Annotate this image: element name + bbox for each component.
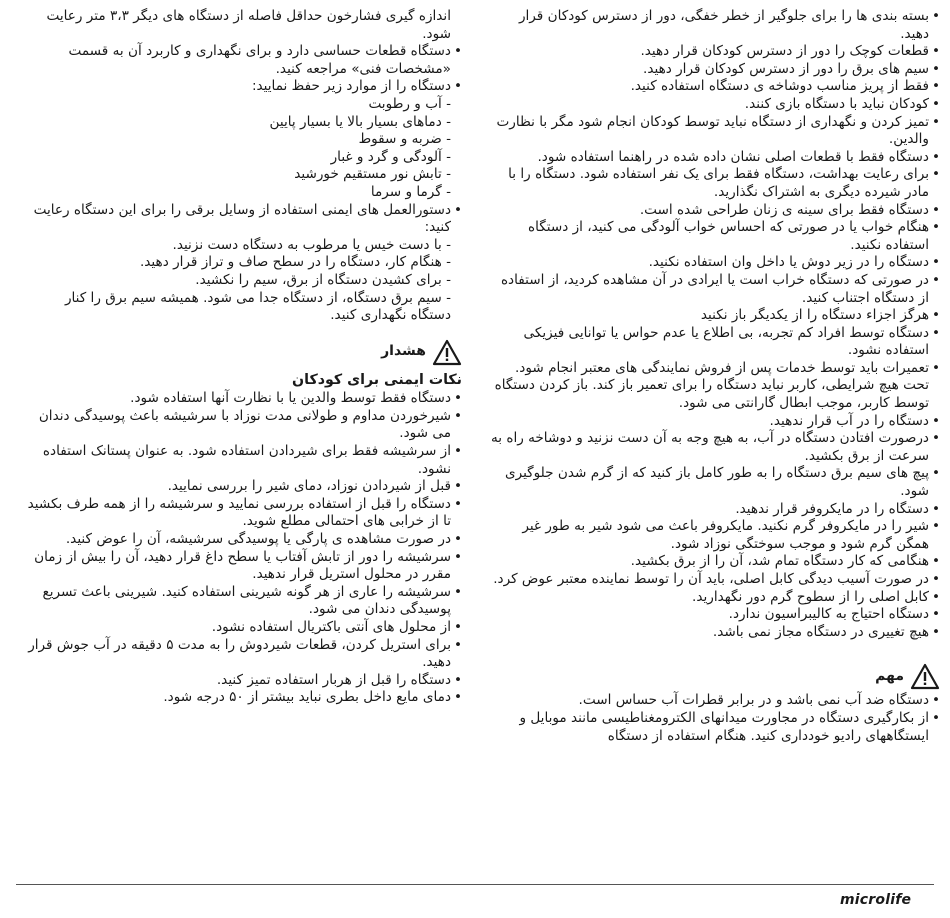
list-item: • فقط از پریز مناسب دوشاخه ی دستگاه استفاده کنید. [488, 78, 940, 96]
list-item: • کودکان نباید با دستگاه بازی کنند. [488, 96, 940, 114]
footer-divider [16, 884, 934, 885]
list-item: • دستگاه فقط برای سینه ی زنان طراحی شده است. [488, 202, 940, 220]
list-item: • تعمیرات باید توسط خدمات پس از فروش نمایندگی های معتبر انجام شود. تحت هیچ شرایطی، کاربر نباید دستگاه را برای تعمیر باز کند. باز کردن دستگاه توسط کاربر، موجب ابطال گارانتی می شود. [488, 360, 940, 413]
list-item: • دستورالعمل های ایمنی استفاده از وسایل برقی را برای این دستگاه رعایت کنید: [22, 202, 462, 237]
electrical-item: - برای کشیدن دستگاه از برق، سیم را نکشید. [195, 271, 451, 288]
warning-heading [22, 339, 462, 366]
safety-list [488, 8, 940, 641]
list-item: • دستگاه را در زیر دوش یا داخل وان استفاده نکنید. [488, 254, 940, 272]
list-item: • دستگاه احتیاج به کالیبراسیون ندارد. [488, 606, 940, 624]
protect-item: - دماهای بسیار بالا یا بسیار پایین [269, 113, 451, 130]
list-item: • شیرخوردن مداوم و طولانی مدت نوزاد با سرشیشه باعث پوسیدگی دندان می شود. [22, 408, 462, 443]
protect-item: - تابش نور مستقیم خورشید [294, 166, 451, 183]
electrical-item: - با دست خیس یا مرطوب به دستگاه دست نزنید. [172, 236, 451, 253]
list-item: • دستگاه فقط توسط والدین یا با نظارت آنها استفاده شود. [22, 390, 462, 408]
list-item: • بسته بندی ها را برای جلوگیر از خطر خفگی، دور از دسترس کودکان قرار دهید. [488, 8, 940, 43]
list-item: • سرشیشه را دور از تابش آفتاب یا سطح داغ قرار دهید، آن را بیش از زمان مقرر در محلول استریل قرار ندهید. [22, 549, 462, 584]
warning-triangle-icon [910, 663, 940, 690]
list-item: • در صورتی که دستگاه خراب است یا ایرادی در آن مشاهده کردید، از استفاده از دستگاه اجتناب کنید. [488, 272, 940, 307]
brand-logo: microlife [840, 892, 912, 908]
important-title: مهم [875, 668, 904, 685]
list-item: • دستگاه قطعات حساسی دارد و برای نگهداری و کاربرد آن به قسمت «مشخصات فنی» مراجعه کنید. [22, 43, 462, 78]
list-item: • سرشیشه را عاری از هر گونه شیرینی استفاده کنید. شیرینی باعث تسریع پوسیدگی دندان می شود. [22, 584, 462, 619]
list-item: • برای رعایت بهداشت، دستگاه فقط برای یک نفر استفاده شود. دستگاه را با مادر شیرده دیگری به اشتراک نگذارید. [488, 166, 940, 201]
warning-triangle-icon [432, 339, 462, 366]
list-item: • از محلول های آنتی باکتریال استفاده نشود. [22, 619, 462, 637]
list-item: • هرگز اجزاء دستگاه را از یکدیگر باز نکنید [488, 307, 940, 325]
list-item: • هنگام خواب یا در صورتی که احساس خواب آلودگی می کنید، از دستگاه استفاده نکنید. [488, 219, 940, 254]
list-item: • دستگاه را قبل از استفاده بررسی نمایید و سرشیشه را از همه طرف بکشید تا از خرابی های احتمالی مطلع شوید. [22, 496, 462, 531]
list-item: • در صورت آسیب دیدگی کابل اصلی، باید آن را توسط نماینده معتبر عوض کرد. [488, 571, 940, 589]
list-item: • دستگاه توسط افراد کم تجربه، بی اطلاع یا عدم حواس یا توانایی فیزیکی استفاده نشود. [488, 325, 940, 360]
protect-item: - آب و رطوبت [368, 95, 451, 112]
list-item: • از سرشیشه فقط برای شیردادن استفاده شود. به عنوان پستانک استفاده نشود. [22, 443, 462, 478]
left-column [22, 8, 462, 707]
important-list [488, 692, 940, 745]
continuation-text: اندازه گیری فشارخون حداقل فاصله از دستگاه های دیگر ۳،۳ متر رعایت شود. [46, 8, 451, 42]
list-item: • در صورت مشاهده ی پارگی یا پوسیدگی سرشیشه، آن را عوض کنید. [22, 531, 462, 549]
device-care-list [22, 43, 462, 96]
child-safety-title: نکات ایمنی برای کودکان [292, 371, 462, 388]
list-item: • قبل از شیردادن نوزاد، دمای شیر را بررسی نمایید. [22, 478, 462, 496]
list-item: • دمای مایع داخل بطری نباید بیشتر از ۵۰ درجه شود. [22, 689, 462, 707]
list-item: • دستگاه را از موارد زیر حفظ نمایید: [22, 78, 462, 96]
important-heading [488, 663, 940, 690]
list-item: • دستگاه ضد آب نمی باشد و در برابر قطرات آب حساس است. [488, 692, 940, 710]
list-item: • دستگاه را قبل از هربار استفاده تمیز کنید. [22, 672, 462, 690]
list-item: • هنگامی که کار دستگاه تمام شد، آن را از برق بکشید. [488, 553, 940, 571]
warning-title: هشدار [381, 343, 426, 360]
list-item: • قطعات کوچک را دور از دسترس کودکان قرار دهید. [488, 43, 940, 61]
list-item: • برای استریل کردن، قطعات شیردوش را به مدت ۵ دقیقه در آب جوش قرار دهید. [22, 637, 462, 672]
list-item: • دستگاه فقط با قطعات اصلی نشان داده شده در راهنما استفاده شود. [488, 149, 940, 167]
electrical-item: - هنگام کار، دستگاه را در سطح صاف و تراز قرار دهید. [139, 254, 451, 271]
list-item: • از بکارگیری دستگاه در مجاورت میدانهای الکترومغناطیسی مانند موبایل و ایستگاههای رادیو خودداری کنید. هنگام استفاده از دستگاه [488, 710, 940, 745]
list-item: • سیم های برق را دور از دسترس کودکان قرار دهید. [488, 61, 940, 79]
list-item: • کابل اصلی را از سطوح گرم دور نگهدارید. [488, 589, 940, 607]
list-item: • دستگاه را در آب قرار ندهید. [488, 413, 940, 431]
electrical-item: - سیم برق دستگاه، از دستگاه جدا می شود. همیشه سیم برق را کنار دستگاه نگهداری کنید. [64, 289, 451, 324]
protect-item: - ضربه و سقوط [358, 131, 451, 148]
protect-item: - گرما و سرما [370, 183, 451, 200]
list-item: • دستگاه را در مایکروفر قرار ندهید. [488, 501, 940, 519]
list-item: • شیر را در مایکروفر گرم نکنید. مایکروفر باعث می شود شیر به طور غیر همگن گرم شود و موجب سوختگی نوزاد شود. [488, 518, 940, 553]
list-item: • درصورت افتادن دستگاه در آب، به هیچ وجه به آن دست نزنید و دوشاخه راه به سرعت از برق بکشید. [488, 430, 940, 465]
list-item: • هیچ تغییری در دستگاه مجاز نمی باشد. [488, 624, 940, 642]
child-safety-list [22, 390, 462, 707]
protect-item: - آلودگی و گرد و غبار [330, 148, 451, 165]
electrical-list-head [22, 202, 462, 237]
list-item: • پیچ های سیم برق دستگاه را به طور کامل باز کنید که از گرم شدن جلوگیری شود. [488, 465, 940, 500]
list-item: • تمیز کردن و نگهداری از دستگاه نباید توسط کودکان انجام شود مگر با نظارت والدین. [488, 114, 940, 149]
right-column [488, 8, 940, 745]
